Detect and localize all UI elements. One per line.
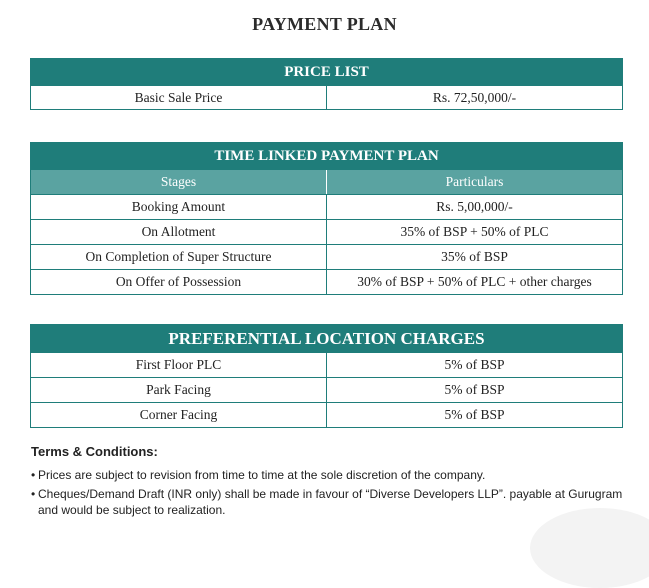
column-header-row bbox=[31, 169, 622, 194]
price-list-table bbox=[30, 58, 623, 110]
plc-value: 5% of BSP bbox=[326, 403, 622, 427]
terms-section bbox=[31, 444, 631, 521]
table-row bbox=[31, 194, 622, 219]
stage-cell: On Allotment bbox=[141, 224, 216, 239]
stage-cell: On Completion of Super Structure bbox=[85, 249, 272, 264]
table-row bbox=[31, 269, 622, 294]
particulars-cell: 35% of BSP bbox=[326, 245, 622, 269]
page-title: PAYMENT PLAN bbox=[252, 14, 397, 34]
particulars-cell: 35% of BSP + 50% of PLC bbox=[326, 220, 622, 244]
bullet-icon: • bbox=[31, 468, 36, 482]
table-row bbox=[31, 219, 622, 244]
price-label: Basic Sale Price bbox=[134, 89, 223, 105]
plc-label: First Floor PLC bbox=[135, 357, 222, 372]
plc-heading: PREFERENTIAL LOCATION CHARGES bbox=[31, 325, 622, 352]
table-row bbox=[31, 352, 622, 377]
list-item bbox=[31, 467, 631, 483]
stage-cell: On Offer of Possession bbox=[115, 274, 242, 289]
plc-table bbox=[30, 324, 623, 428]
plc-value: 5% of BSP bbox=[326, 378, 622, 402]
plc-value: 5% of BSP bbox=[326, 353, 622, 377]
watermark-shape bbox=[530, 508, 649, 588]
particulars-cell: 30% of BSP + 50% of PLC + other charges bbox=[326, 270, 622, 294]
column-header-particulars: Particulars bbox=[326, 170, 622, 194]
list-item bbox=[31, 486, 631, 518]
table-row bbox=[31, 85, 622, 109]
plc-label: Corner Facing bbox=[139, 407, 218, 422]
column-header-stages: Stages bbox=[160, 174, 197, 189]
table-row bbox=[31, 377, 622, 402]
price-list-heading: PRICE LIST bbox=[31, 59, 622, 85]
term-text: Cheques/Demand Draft (INR only) shall be made in favour of “Diverse Developers LLP”. payable at Gurugram and would be subject to realization. bbox=[38, 487, 623, 517]
time-linked-plan-table bbox=[30, 142, 623, 295]
term-text: Prices are subject to revision from time to time at the sole discretion of the company. bbox=[38, 468, 486, 482]
price-value: Rs. 72,50,000/- bbox=[326, 86, 622, 109]
time-linked-plan-heading: TIME LINKED PAYMENT PLAN bbox=[31, 143, 622, 169]
plc-label: Park Facing bbox=[146, 382, 211, 397]
terms-title: Terms & Conditions: bbox=[31, 444, 158, 459]
table-row bbox=[31, 244, 622, 269]
particulars-cell: Rs. 5,00,000/- bbox=[326, 195, 622, 219]
bullet-icon: • bbox=[31, 487, 36, 501]
table-row bbox=[31, 402, 622, 427]
stage-cell: Booking Amount bbox=[131, 199, 226, 214]
